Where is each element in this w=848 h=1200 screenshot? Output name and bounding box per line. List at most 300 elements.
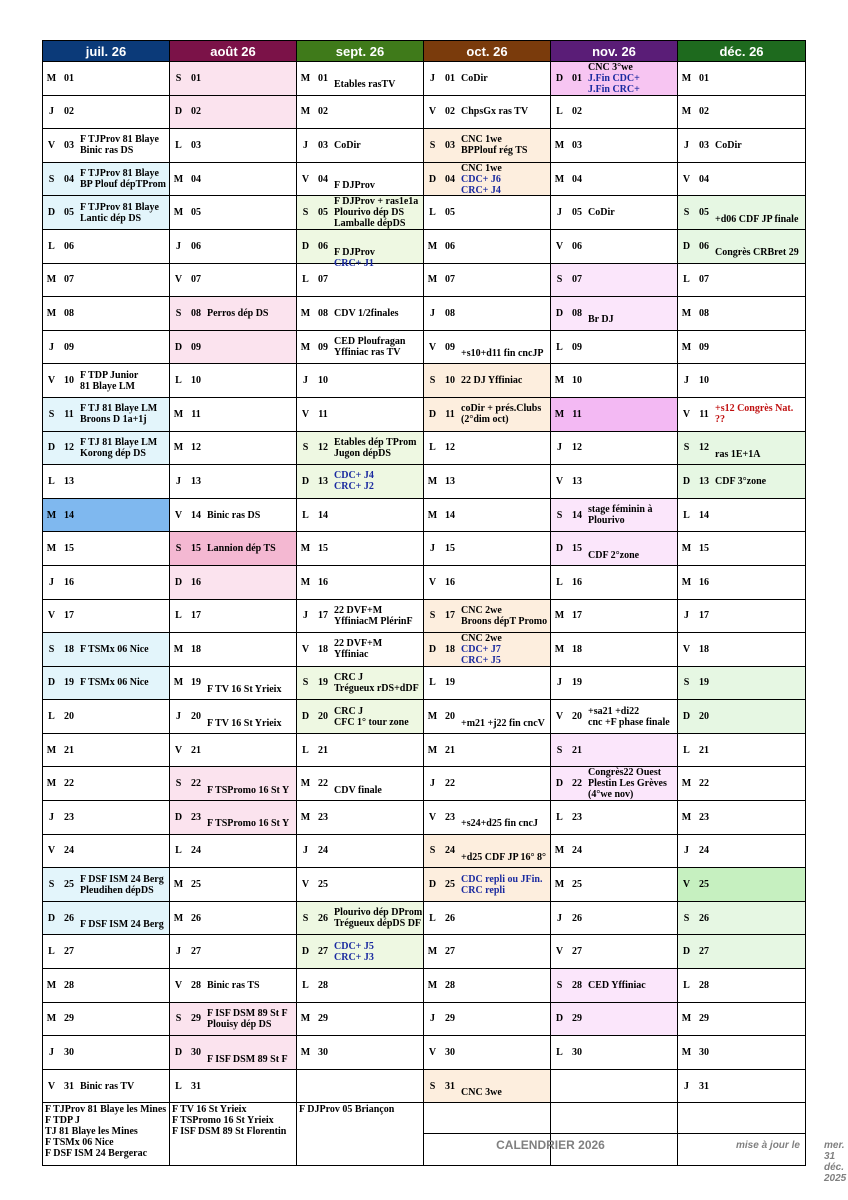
day-cell: M 16 [297,565,424,599]
day-cell: V 04 F DJProv [297,162,424,196]
day-cell: L 10 [170,364,297,398]
day-cell: D 27 CDC+ J5 CRC+ J3 [297,935,424,969]
event-line: F TSPromo 16 St Y [207,784,290,796]
day-cell: V 16 [424,565,551,599]
day-row [43,767,806,801]
day-cell: S 25 F DSF ISM 24 Berg Pleudihen dépDS [43,868,170,902]
day-cell: S 21 [551,733,678,767]
day-cell: J 16 [43,565,170,599]
event-line: F TJProv 81 Blaye [80,201,159,213]
day-row [43,969,806,1003]
event-line: stage féminin à [588,504,653,516]
day-cell: J 13 [170,465,297,499]
day-cell: L 03 [170,129,297,163]
footer-row [43,1103,806,1166]
month-header: déc. 26 [678,41,806,62]
event-line: F DSF ISM 24 Berg [80,873,164,885]
day-cell: S 05 +d06 CDF JP finale [678,196,806,230]
day-cell: S 07 [551,263,678,297]
event-line: +s10+d11 fin cncJP [461,348,544,360]
event-line: CoDir [461,72,488,84]
day-cell: L 26 [424,901,551,935]
day-cell: V 23 +s24+d25 fin cncJ [424,801,551,835]
event-line: F DJProv [334,247,375,259]
event-text [459,817,550,830]
day-cell: S 03 CNC 1we BPPlouf rég TS [424,129,551,163]
event-line: J.Fin CDC+ [588,72,640,84]
day-cell: V 18 22 DVF+M Yffiniac [297,633,424,667]
competition-note: F TV 16 St Yrieix [172,1104,247,1116]
day-cell: M 28 [43,969,170,1003]
day-row [43,465,806,499]
event-line: Binic ras TV [80,1080,135,1092]
day-cell: L 27 [43,935,170,969]
day-cell: J 30 [43,1036,170,1070]
event-line: 81 Blaye LM [80,380,135,392]
day-row [43,162,806,196]
event-line: BPPlouf rég TS [461,145,528,157]
day-cell: J 03 CoDir [678,129,806,163]
day-cell: M 22 [678,767,806,801]
event-line: F TSPromo 16 St Y [207,818,290,830]
day-cell: D 26 F DSF ISM 24 Berg [43,901,170,935]
event-line: F TJ 81 Blaye LM [80,403,158,415]
day-row [43,498,806,532]
competition-note: F TSPromo 16 St Yrieix [172,1115,274,1127]
day-cell: J 10 [297,364,424,398]
day-cell: M 03 [551,129,678,163]
event-line: +d25 CDF JP 16° 8° [461,851,546,863]
event-line: Lamballe dépDS [334,218,406,230]
event-line: CRC+ J4 [461,184,501,196]
day-row [43,599,806,633]
event-line: J.Fin CRC+ [588,83,640,95]
event-line: CRC+ J3 [334,951,374,963]
day-cell: L 30 [551,1036,678,1070]
day-row [43,431,806,465]
day-cell: J 08 [424,297,551,331]
day-cell: M 24 [551,834,678,868]
day-cell: S 19 [678,666,806,700]
day-cell: D 01 CNC 3°we J.Fin CDC+ J.Fin CRC+ [551,62,678,96]
event-line: CNC 2we [461,632,502,644]
event-line: F TSMx 06 Nice [80,677,149,689]
day-cell: D 19 F TSMx 06 Nice [43,666,170,700]
day-cell: V 25 [297,868,424,902]
day-cell: V 18 [678,633,806,667]
day-cell: J 15 [424,532,551,566]
event-line: Plestin Les Grèves [588,778,667,790]
event-line: Binic ras DS [80,145,134,157]
event-line: BP Plouf dépTProm [80,179,166,191]
day-cell: D 20 [678,700,806,734]
day-cell: M 02 [297,95,424,129]
day-cell: S 15 Lannion dép TS [170,532,297,566]
event-line: CNC 2we [461,604,502,616]
day-cell: S 29 F ISF DSM 89 St F Plouisy dép DS [170,1002,297,1036]
day-cell: D 15 CDF 2°zone [551,532,678,566]
event-line: CoDir [588,207,615,219]
day-cell: J 29 [424,1002,551,1036]
day-cell: M 25 [170,868,297,902]
event-line: Plourivo [588,515,625,527]
event-line: 22 DVF+M [334,638,383,650]
day-cell: J 24 [297,834,424,868]
event-text [713,448,805,460]
day-cell: M 18 [170,633,297,667]
day-cell: J 26 [551,901,678,935]
event-line: Jugon dépDS [334,447,391,459]
event-line: CoDir [334,139,361,151]
day-cell: M 29 [297,1002,424,1036]
event-text [332,78,423,91]
day-cell: S 10 22 DJ Yffiniac [424,364,551,398]
day-cell: D 04 CNC 1we CDC+ J6 CRC+ J4 [424,162,551,196]
day-cell: V 30 [424,1036,551,1070]
event-line: coDir + prés.Clubs [461,403,542,415]
update-date: mer. 31 déc. 2025 [824,1140,847,1185]
event-line: Congrès CRBret 29 [715,247,799,259]
event-line: (4°we nov) [588,789,634,801]
day-cell [297,1069,424,1103]
day-cell: M 21 [424,733,551,767]
event-line: F TV 16 St Yrieix [207,717,282,729]
day-cell: J 19 [551,666,678,700]
day-cell: L 16 [551,565,678,599]
event-line: Yffiniac [334,649,369,661]
event-line: Perros dép DS [207,307,269,319]
footer-col1 [43,1103,170,1166]
event-line: CRC+ J1 [334,258,374,270]
day-cell: M 14 [424,498,551,532]
day-cell: S 19 CRC J Trégueux rDS+dDF [297,666,424,700]
day-cell: D 20 CRC J CFC 1° tour zone [297,700,424,734]
day-cell: J 23 [43,801,170,835]
event-line: Broons D 1a+1j [80,414,147,426]
event-line: F TV 16 St Yrieix [207,683,282,695]
event-line: 22 DJ Yffiniac [461,375,523,387]
day-row [43,330,806,364]
day-cell: L 06 [43,229,170,263]
event-line: Trégueux rDS+dDF [334,682,419,694]
month-header: juil. 26 [43,41,170,62]
event-line: CDV finale [334,784,382,796]
day-cell: J 02 [43,95,170,129]
day-row [43,1002,806,1036]
day-cell: L 31 [170,1069,297,1103]
day-cell: M 09 CED Ploufragan Yffiniac ras TV [297,330,424,364]
day-cell: L 28 [297,969,424,1003]
day-cell: M 04 [170,162,297,196]
day-cell: M 12 [170,431,297,465]
day-cell: L 17 [170,599,297,633]
day-cell: S 11 F TJ 81 Blaye LM Broons D 1a+1j [43,397,170,431]
day-cell: S 26 [678,901,806,935]
day-cell: L 02 [551,95,678,129]
day-cell: M 02 [678,95,806,129]
event-line: CFC 1° tour zone [334,716,409,728]
day-row [43,95,806,129]
day-cell: S 12 ras 1E+1A [678,431,806,465]
competition-note: F DJProv 05 Briançon [299,1104,395,1116]
day-cell: M 09 [678,330,806,364]
day-cell: M 07 [43,263,170,297]
day-cell: M 23 [297,801,424,835]
event-line: CNC 3°we [588,61,633,73]
footer-col2 [170,1103,297,1166]
day-cell: V 07 [170,263,297,297]
day-row [43,868,806,902]
day-cell: M 22 [43,767,170,801]
day-row [43,229,806,263]
day-cell: M 29 [43,1002,170,1036]
day-cell: L 20 [43,700,170,734]
day-row [43,1069,806,1103]
event-line: Plouisy dép DS [207,1018,272,1030]
calendar-table [42,40,847,1185]
day-cell: S 12 Etables dép TProm Jugon dépDS [297,431,424,465]
day-cell: L 07 [297,263,424,297]
day-row [43,834,806,868]
event-line: Trégueux dépDS DF [334,918,422,930]
event-line: CRC repli [461,884,505,896]
day-cell: M 29 [678,1002,806,1036]
day-cell: M 27 [424,935,551,969]
day-row [43,532,806,566]
day-cell: D 29 [551,1002,678,1036]
event-text [459,717,550,729]
event-line: Plourivo dép DProm [334,907,423,919]
day-cell: D 13 CDC+ J4 CRC+ J2 [297,465,424,499]
day-cell: J 12 [551,431,678,465]
day-cell: J 22 [424,767,551,801]
footer-info [424,1103,847,1185]
event-line: Lannion dép TS [207,543,276,555]
day-cell: J 27 [170,935,297,969]
day-row [43,364,806,398]
day-cell: S 26 Plourivo dép DProm Trégueux dépDS DF [297,901,424,935]
event-line: F DJProv [334,180,375,192]
event-line: Etables dép TProm [334,436,417,448]
day-cell: L 28 [678,969,806,1003]
event-line: CDF 3°zone [715,475,767,487]
day-row [43,700,806,734]
event-line: F TJProv 81 Blaye [80,168,159,180]
day-row [43,263,806,297]
event-text [713,213,805,225]
day-cell: V 13 [551,465,678,499]
month-header: nov. 26 [551,41,678,62]
event-line: Binic ras TS [207,979,260,991]
day-cell: M 08 [43,297,170,331]
day-row [43,1036,806,1070]
event-line: +sa21 +di22 [588,705,640,717]
event-line: +m21 +j22 fin cncV [461,717,545,729]
day-row [43,62,806,96]
month-header-row [43,41,806,62]
event-line: Korong dép DS [80,447,146,459]
event-line: F TSMx 06 Nice [80,643,149,655]
event-line: F TJProv 81 Blaye [80,134,159,146]
day-cell: M 28 [424,969,551,1003]
day-cell: L 19 [424,666,551,700]
day-cell: V 21 [170,733,297,767]
day-cell: D 22 Congrès22 Ouest Plestin Les Grèves (4°we nov) [551,767,678,801]
day-cell: M 06 [424,229,551,263]
day-cell: L 09 [551,330,678,364]
day-cell: S 01 [170,62,297,96]
day-cell: L 12 [424,431,551,465]
event-line: CNC 3we [461,1087,502,1099]
day-cell: V 28 Binic ras TS [170,969,297,1003]
event-line: CRC J [334,671,364,683]
day-cell: M 01 Etables rasTV [297,62,424,96]
day-cell: V 02 ChpsGx ras TV [424,95,551,129]
event-line: CDC+ J4 [334,470,374,482]
event-text [205,683,296,695]
event-line: CNC 1we [461,162,502,174]
day-cell: M 15 [297,532,424,566]
day-row [43,666,806,700]
event-line: cnc +F phase finale [588,716,670,728]
event-line: YffiniacM PlérinF [334,615,413,627]
day-cell: V 11 +s12 Congrès Nat. ?? [678,397,806,431]
competition-note: F DSF ISM 24 Bergerac [45,1148,148,1160]
event-line: Br DJ [588,314,614,326]
event-line: 22 DVF+M [334,604,383,616]
event-line: CRC J [334,705,364,717]
day-cell: M 13 [424,465,551,499]
event-line: Lantic dép DS [80,212,142,224]
event-text [332,784,423,796]
day-row [43,935,806,969]
event-line: F TJ 81 Blaye LM [80,436,158,448]
day-cell: D 13 CDF 3°zone [678,465,806,499]
day-cell: S 22 F TSPromo 16 St Y [170,767,297,801]
day-row [43,129,806,163]
day-cell: M 01 [43,62,170,96]
event-line: CRC+ J5 [461,654,501,666]
day-cell: M 17 [551,599,678,633]
day-cell: M 30 [678,1036,806,1070]
day-row [43,733,806,767]
day-cell: J 24 [678,834,806,868]
day-cell: M 25 [551,868,678,902]
day-cell: J 01 CoDir [424,62,551,96]
day-cell: M 15 [678,532,806,566]
competition-note: F TSMx 06 Nice [45,1137,114,1149]
day-cell: S 28 CED Yffiniac [551,969,678,1003]
day-cell: J 10 [678,364,806,398]
day-cell: D 08 Br DJ [551,297,678,331]
event-line: CoDir [715,139,742,151]
update-label: mise à jour le [736,1140,800,1152]
day-cell [551,1069,678,1103]
day-cell: M 05 [170,196,297,230]
day-cell: J 05 CoDir [551,196,678,230]
day-cell: S 08 Perros dép DS [170,297,297,331]
event-line: +d06 CDF JP finale [715,213,799,225]
day-cell: L 14 [297,498,424,532]
day-cell: V 09 +s10+d11 fin cncJP [424,330,551,364]
day-cell: M 20 +m21 +j22 fin cncV [424,700,551,734]
day-cell: L 07 [678,263,806,297]
day-cell: V 25 [678,868,806,902]
event-line: CDC+ J6 [461,173,501,185]
day-cell: S 04 F TJProv 81 Blaye BP Plouf dépTProm [43,162,170,196]
day-cell: V 27 [551,935,678,969]
competition-note: F TDP J [45,1115,81,1127]
day-cell: S 31 CNC 3we [424,1069,551,1103]
event-line: CRC+ J2 [334,481,374,493]
day-cell: D 27 [678,935,806,969]
day-cell: V 17 [43,599,170,633]
day-cell: L 21 [297,733,424,767]
month-header: août 26 [170,41,297,62]
event-line: CDC+ J5 [334,940,374,952]
event-line: ChpsGx ras TV [461,106,529,118]
event-line: CDC repli ou JFin. [461,873,543,885]
event-line: CNC 1we [461,134,502,146]
day-cell: D 12 F TJ 81 Blaye LM Korong dép DS [43,431,170,465]
event-line: F DSF ISM 24 Berg [80,919,164,931]
day-cell: D 16 [170,565,297,599]
month-header: sept. 26 [297,41,424,62]
month-header: oct. 26 [424,41,551,62]
day-cell: L 13 [43,465,170,499]
day-cell: M 10 [551,364,678,398]
day-cell: V 06 [551,229,678,263]
day-cell: D 11 coDir + prés.Clubs (2°dim oct) [424,397,551,431]
day-cell: S 05 F DJProv + ras1e1a Plourivo dép DS Lamballe dépDS [297,196,424,230]
event-line: F ISF DSM 89 St F [207,1053,288,1065]
day-cell: L 23 [551,801,678,835]
day-cell: D 05 F TJProv 81 Blaye Lantic dép DS [43,196,170,230]
event-line: Etables rasTV [334,79,396,91]
competition-note: F TJProv 81 Blaye les Mines [45,1104,167,1116]
day-cell: S 17 CNC 2we Broons dépT Promo [424,599,551,633]
day-cell: M 11 [551,397,678,431]
day-cell: M 18 [551,633,678,667]
day-cell: V 20 +sa21 +di22 cnc +F phase finale [551,700,678,734]
day-cell: M 19 F TV 16 St Yrieix [170,666,297,700]
calendar-title: CALENDRIER 2026 [496,1138,605,1153]
event-line: (2°dim oct) [461,414,509,426]
day-cell: S 24 +d25 CDF JP 16° 8° [424,834,551,868]
event-text [586,549,677,561]
day-cell: V 03 F TJProv 81 Blaye Binic ras DS [43,129,170,163]
event-line: +s24+d25 fin cncJ [461,818,538,830]
day-cell: M 16 [678,565,806,599]
event-text [459,851,550,863]
day-cell: J 31 [678,1069,806,1103]
day-cell: M 04 [551,162,678,196]
day-cell: J 09 [43,330,170,364]
day-cell: V 14 Binic ras DS [170,498,297,532]
event-text [205,784,296,796]
day-cell: S 18 F TSMx 06 Nice [43,633,170,667]
day-cell: V 10 F TDP Junior 81 Blaye LM [43,364,170,398]
day-cell: M 23 [678,801,806,835]
day-cell: D 06 F DJProv CRC+ J1 [297,229,424,263]
day-cell: L 05 [424,196,551,230]
competition-note: F ISF DSM 89 St Florentin [172,1126,287,1138]
day-cell: M 11 [170,397,297,431]
day-cell: M 26 [170,901,297,935]
day-row [43,801,806,835]
day-cell: D 23 F TSPromo 16 St Y [170,801,297,835]
day-row [43,633,806,667]
